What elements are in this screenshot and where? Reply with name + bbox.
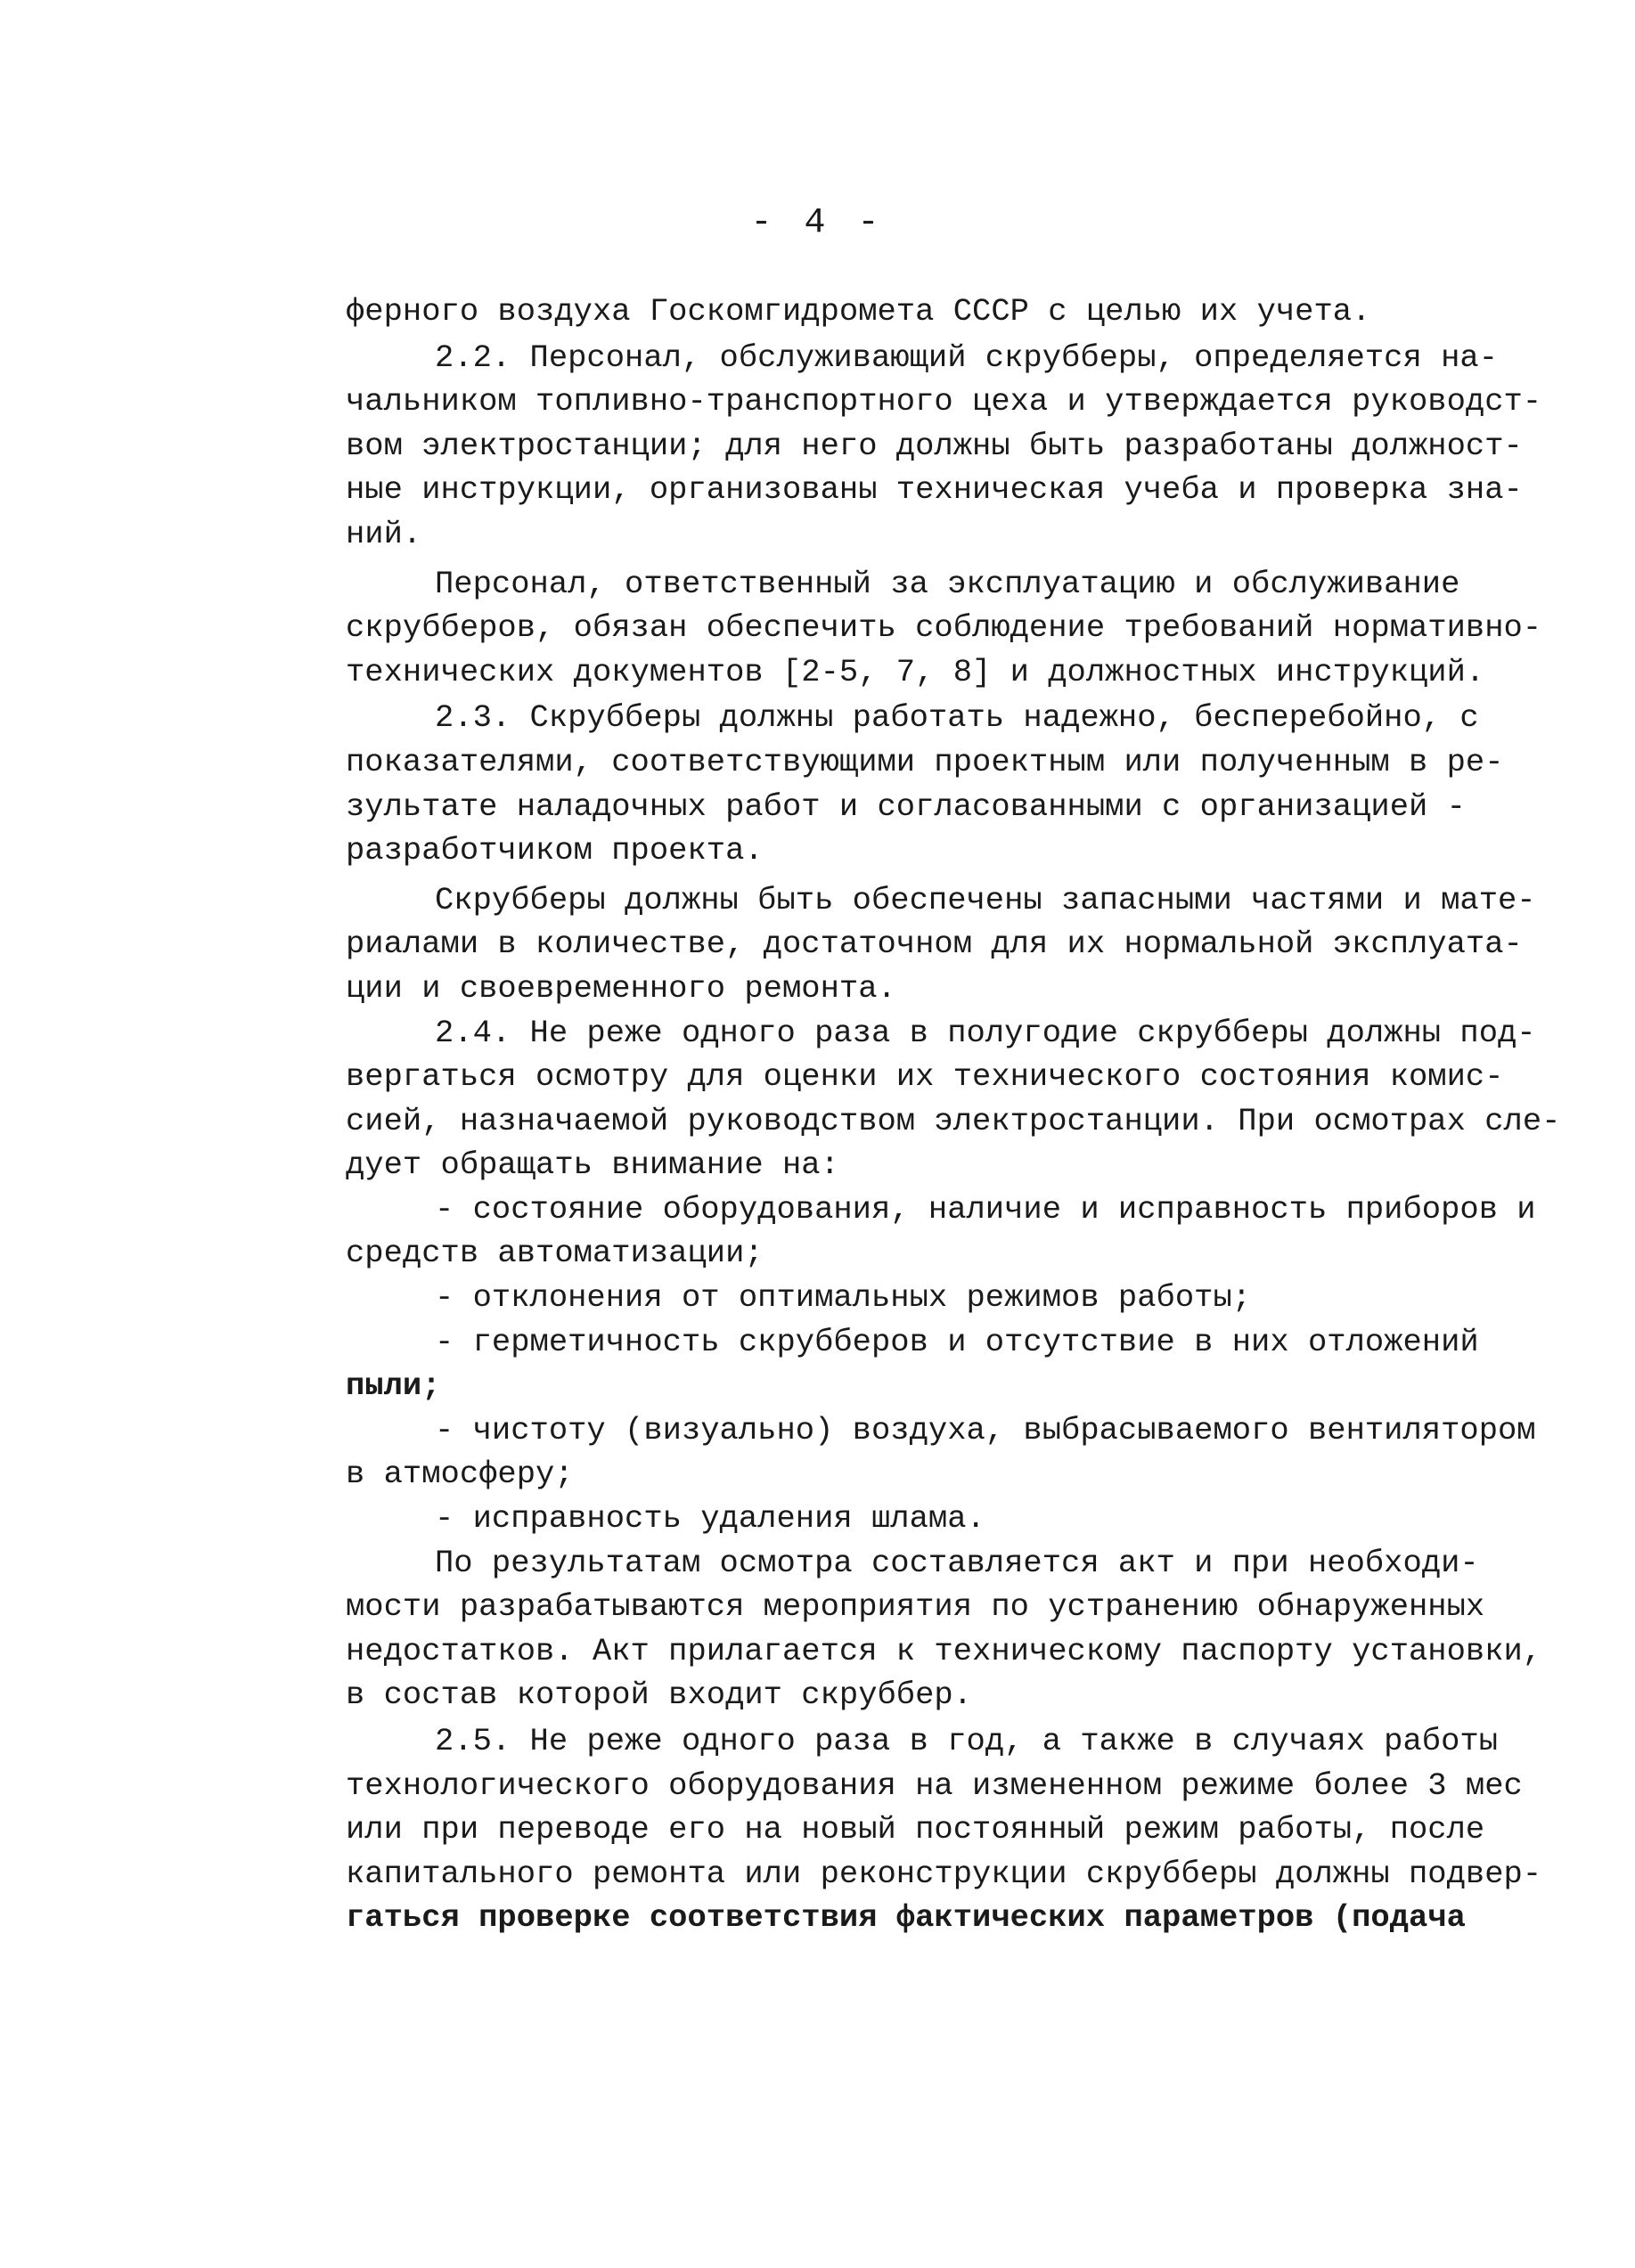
text-line: ний. (346, 515, 422, 552)
text-line: Персонал, ответственный за эксплуатацию и обслуживание (435, 565, 1460, 602)
text-line: средств автоматизации; (346, 1235, 764, 1272)
text-line: - исправность удаления шлама. (435, 1500, 985, 1538)
text-line: недостатков. Акт прилагается к техническому паспорту установки, (346, 1632, 1542, 1669)
text-line: вергаться осмотру для оценки их технического состояния комис- (346, 1058, 1504, 1096)
text-line: в атмосферу; (346, 1456, 574, 1493)
text-line: вом электростанции; для него должны быть разработаны должност- (346, 427, 1523, 464)
text-line: сией, назначаемой руководством электростанции. При осмотрах сле- (346, 1102, 1561, 1139)
text-line: - состояние оборудования, наличие и исправность приборов и (435, 1190, 1536, 1228)
text-line: зультате наладочных работ и согласованными с организацией - (346, 787, 1466, 825)
text-line: 2.4. Не реже одного раза в полугодие скрубберы должны под- (435, 1014, 1536, 1051)
text-line: ные инструкции, организованы техническая учеба и проверка зна- (346, 471, 1523, 509)
page-number: - 4 - (750, 203, 885, 243)
text-line: скрубберов, обязан обеспечить соблюдение требований нормативно- (346, 609, 1542, 647)
text-line: мости разрабатываются мероприятия по устранению обнаруженных (346, 1588, 1485, 1626)
text-line: - отклонения от оптимальных режимов работы; (435, 1279, 1252, 1317)
text-line: Скрубберы должны быть обеспечены запасными частями и мате- (435, 881, 1536, 918)
text-line: в состав которой входит скруббер. (346, 1677, 973, 1714)
text-line: - герметичность скрубберов и отсутствие в них отложений (435, 1323, 1479, 1360)
text-line: гаться проверке соответствия фактических параметров (подача (346, 1899, 1466, 1937)
text-line: риалами в количестве, достаточном для их нормальной эксплуата- (346, 926, 1523, 963)
text-line: 2.3. Скрубберы должны работать надежно, бесперебойно, с (435, 699, 1479, 737)
text-line: чальником топливно-транспортного цеха и утверждается руководст- (346, 383, 1542, 420)
text-line: дует обращать внимание на: (346, 1146, 839, 1184)
text-line: ферного воздуха Госкомгидромета СССР с целью их учета. (346, 293, 1371, 330)
text-line: - чистоту (визуально) воздуха, выбрасываемого вентилятором (435, 1411, 1536, 1448)
text-line: По результатам осмотра составляется акт и при необходи- (435, 1544, 1479, 1581)
text-line: технических документов [2-5, 7, 8] и должностных инструкций. (346, 653, 1485, 690)
text-line: 2.5. Не реже одного раза в год, а также в случаях работы (435, 1723, 1498, 1759)
text-line: разработчиком проекта. (346, 832, 764, 869)
text-line: ции и своевременного ремонта. (346, 969, 896, 1007)
body-text (346, 290, 1561, 1940)
text-line: капитального ремонта или реконструкции скрубберы должны подвер- (346, 1855, 1542, 1892)
text-line: или при переводе его на новый постоянный режим работы, после (346, 1811, 1485, 1848)
text-line: показателями, соответствующими проектным или полученным в ре- (346, 743, 1504, 780)
text-line: 2.2. Персонал, обслуживающий скрубберы, определяется на- (435, 339, 1498, 376)
text-line: технологического оборудования на измененном режиме более 3 мес (346, 1766, 1523, 1804)
text-line: пыли; (346, 1367, 441, 1405)
